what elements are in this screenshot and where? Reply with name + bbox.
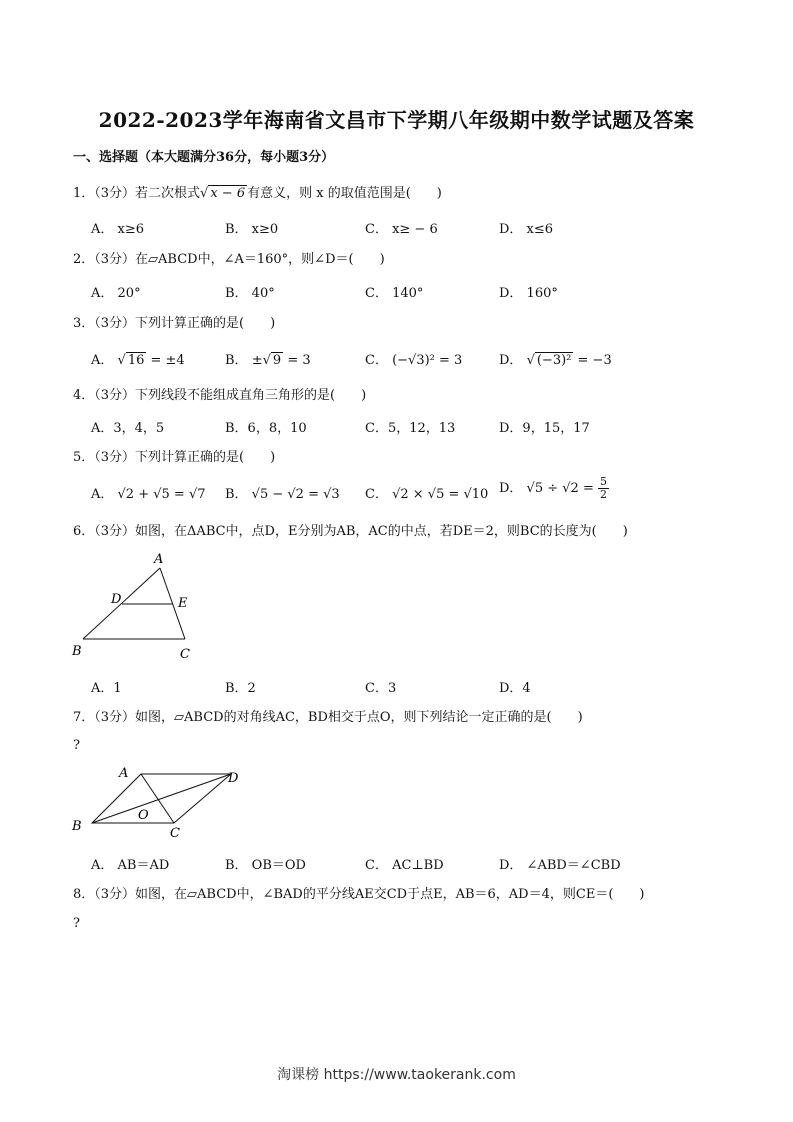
- question-3-stem: 3．（3分）下列计算正确的是( ): [73, 316, 276, 331]
- option-a: A． 20°: [91, 286, 141, 301]
- label-o: O: [138, 808, 149, 823]
- option-c: C． √2 × √5 = √10: [365, 487, 489, 502]
- label-d: D: [228, 771, 239, 786]
- fraction: $\frac{5}{2}$: [599, 475, 607, 501]
- option-b: B． 40°: [225, 286, 275, 301]
- option-d: D． ∠ABD＝∠CBD: [499, 858, 621, 873]
- triangle-figure: [70, 548, 200, 664]
- question-6-stem: 6．（3分）如图，在ΔABC中，点D，E分别为AB，AC的中点，若DE＝2，则BC的长度为( ): [73, 524, 628, 539]
- option-a: A． √ 16 = ±4: [91, 353, 185, 368]
- parallelogram-figure: [70, 762, 250, 842]
- option-c: C． (−√3)² = 3: [365, 353, 463, 368]
- label-c: C: [180, 647, 190, 662]
- option-c: C．5，12，13: [365, 421, 456, 436]
- label-c: C: [170, 826, 180, 841]
- option-a: A． AB＝AD: [91, 858, 170, 873]
- diagonal-bd: [92, 774, 231, 823]
- footer-watermark: 淘课榜 https://www.taokerank.com: [277, 1067, 516, 1083]
- option-a: A．1: [91, 681, 122, 696]
- option-b: B． √5 − √2 = √3: [225, 487, 340, 502]
- option-c: C．3: [365, 681, 397, 696]
- question-7-stem: 7．（3分）如图，▱ABCD的对角线AC，BD相交于点O，则下列结论一定正确的是( ): [73, 710, 583, 725]
- label-a: A: [154, 552, 164, 567]
- page-title: 2022-2023学年海南省文昌市下学期八年级期中数学试题及答案: [98, 108, 695, 132]
- option-a: A． √2 + √5 = √7: [91, 487, 206, 502]
- question-7-qmark: ?: [73, 738, 80, 753]
- option-a: A． x≥6: [91, 222, 145, 237]
- option-c: C． 140°: [365, 286, 424, 301]
- option-b: B．2: [225, 681, 256, 696]
- option-d: D．4: [499, 681, 531, 696]
- label-e: E: [178, 596, 188, 611]
- option-b: B． OB＝OD: [225, 858, 306, 873]
- question-4-stem: 4．（3分）下列线段不能组成直角三角形的是( ): [73, 388, 367, 403]
- question-8-qmark: ?: [73, 916, 80, 931]
- label-b: B: [72, 819, 82, 834]
- label-d: D: [111, 592, 122, 607]
- option-c: C． AC⊥BD: [365, 858, 444, 873]
- section-heading: 一、选择题（本大题满分36分，每小题3分）: [73, 150, 335, 165]
- option-b: B． ±√ 9 = 3: [225, 353, 311, 368]
- question-2-stem: 2．（3分）在▱ABCD中，∠A＝160°，则∠D＝( ): [73, 252, 385, 267]
- option-d: D． x≤6: [499, 222, 554, 237]
- option-a: A．3，4，5: [91, 421, 165, 436]
- label-b: B: [72, 644, 82, 659]
- option-b: B．6，8，10: [225, 421, 307, 436]
- option-d: D． 160°: [499, 286, 558, 301]
- option-d: D． √ (−3)² = −3: [499, 353, 612, 368]
- question-5-stem: 5．（3分）下列计算正确的是( ): [73, 450, 276, 465]
- question-1-stem: 1．（3分）若二次根式√ x − 6 有意义，则 x 的取值范围是( ): [73, 186, 442, 201]
- option-d: D．9，15，17: [499, 421, 590, 436]
- option-b: B． x≥0: [225, 222, 279, 237]
- option-c: C． x≥ − 6: [365, 222, 438, 237]
- label-a: A: [119, 766, 129, 781]
- option-d: D． √5 ÷ √2 = $\frac{5}{2}$: [499, 475, 607, 501]
- question-8-stem: 8．（3分）如图，在▱ABCD中，∠BAD的平分线AE交CD于点E，AB＝6，AD＝4，则CE＝( ): [73, 887, 645, 902]
